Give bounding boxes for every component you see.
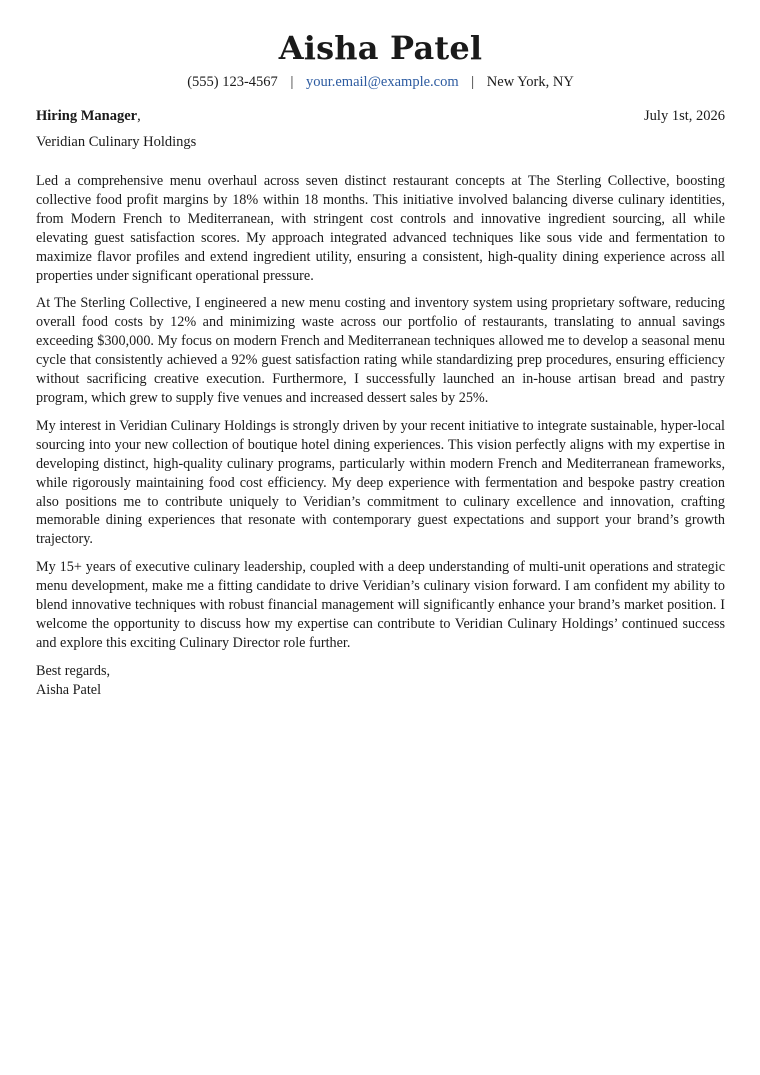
signature-name: Aisha Patel <box>36 681 102 698</box>
recipient-name: Hiring Manager <box>36 108 138 124</box>
body-paragraph: Led a comprehensive menu overhaul across seven distinct restaurant concepts at The Sterling Collective, boosting collective food profit margins by 18% within 18 months. This initiative involved balancing diverse culinary identities, from Modern French to Mediterranean, with stringent cost controls and innovative ingredient sourcing, all while elevating guest satisfaction scores. My approach integrated advanced techniques like sous vide and fermentation to maximize flavor profiles and extend ingredient utility, ensuring a consistent, high-quality dining experience across all properties under significant operational pressure. <box>36 173 725 284</box>
letter-body <box>36 172 725 653</box>
cover-letter-page <box>36 28 725 700</box>
body-paragraph: My 15+ years of executive culinary leadership, coupled with a deep understanding of multi-unit operations and strategic menu development, make me a fitting candidate to drive Veridian’s culinary vision forward. I am confident my ability to blend innovative techniques with robust financial management will significantly enhance your brand’s market position. I welcome the opportunity to discuss how my expertise can contribute to Veridian Culinary Holdings’ continued success and explore this exciting Culinary Director role further. <box>36 559 725 651</box>
letter-date: July 1st, 2026 <box>644 108 725 124</box>
company-name: Veridian Culinary Holdings <box>36 134 197 150</box>
closing-phrase: Best regards, <box>36 662 111 679</box>
email-link[interactable]: your.email@example.com <box>305 74 459 90</box>
location: New York, NY <box>486 74 574 90</box>
contact-separator: | <box>471 74 475 90</box>
applicant-name: Aisha Patel <box>278 29 483 67</box>
phone-number: (555) 123-4567 <box>187 74 278 90</box>
recipient-date-row <box>36 106 725 126</box>
recipient-line <box>36 106 141 126</box>
body-paragraph: My interest in Veridian Culinary Holdings is strongly driven by your recent initiative to integrate sustainable, hyper-local sourcing into your new collection of boutique hotel dining experiences. This vision perfectly aligns with my expertise in developing distinct, high-quality culinary programs, particularly within modern French and Mediterranean frameworks, while rigorously maintaining food cost efficiency. My deep experience with fermentation and bespoke pastry creation also positions me to contribute uniquely to Veridian’s commitment to culinary excellence and innovation, crafting memorable dining experiences that resonate with contemporary guest expectations and support your brand’s growth trajectory. <box>36 417 725 548</box>
contact-line <box>36 72 725 92</box>
body-paragraph: At The Sterling Collective, I engineered a new menu costing and inventory system using proprietary software, reducing overall food costs by 12% and minimizing waste across our portfolio of restaurants, translating to annual savings exceeding $300,000. My focus on modern French and Mediterranean techniques allowed me to develop a seasonal menu cycle that consistently achieved a 92% guest satisfaction rating while standardizing prep procedures, ensuring efficiency without sacrificing creative execution. Furthermore, I successfully launched an in-house artisan bread and pastry program, which grew to supply five venues and increased dessert sales by 25%. <box>36 295 725 406</box>
contact-separator: | <box>290 74 294 90</box>
closing-block <box>36 662 725 700</box>
recipient-comma: , <box>137 108 141 124</box>
